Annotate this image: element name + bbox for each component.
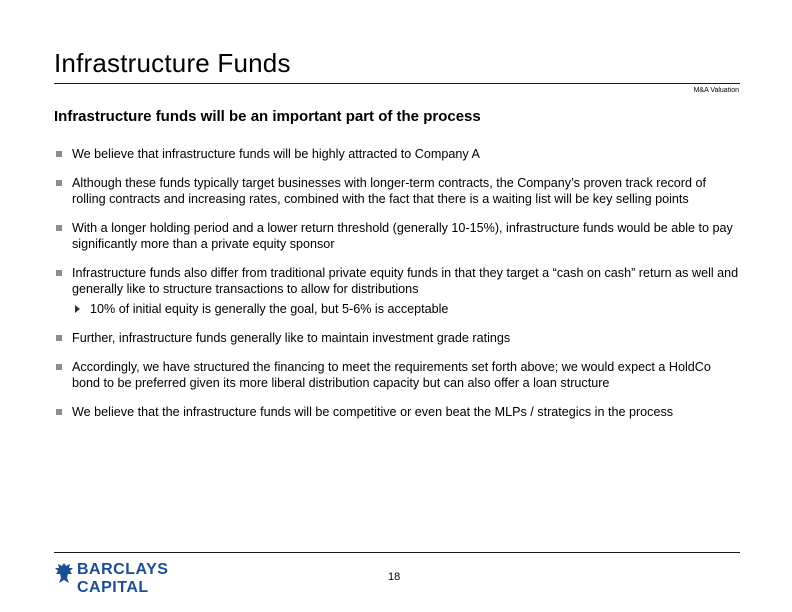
- square-bullet-icon: [56, 225, 62, 231]
- bullet-item: [54, 220, 740, 252]
- logo-line-1: BARCLAYS: [77, 561, 169, 578]
- logo-line-2: CAPITAL: [77, 579, 149, 596]
- square-bullet-icon: [56, 409, 62, 415]
- slide-subtitle: Infrastructure funds will be an important part of the process: [54, 108, 481, 125]
- bullet-list: [54, 146, 740, 433]
- square-bullet-icon: [56, 364, 62, 370]
- square-bullet-icon: [56, 270, 62, 276]
- triangle-bullet-icon: [75, 305, 80, 313]
- bullet-item: [54, 265, 740, 317]
- bullet-text: Accordingly, we have structured the financing to meet the requirements set forth above; we would expect a HoldCo bond to be preferred given its more liberal distribution capacity but can also offer a loan structure: [72, 360, 711, 390]
- eagle-icon: [54, 562, 74, 584]
- page-title: Infrastructure Funds: [54, 48, 291, 78]
- bullet-item: [54, 330, 740, 346]
- square-bullet-icon: [56, 180, 62, 186]
- barclays-capital-logo: [54, 560, 174, 600]
- bullet-item: [54, 359, 740, 391]
- sub-bullet-item: [72, 301, 740, 317]
- title-divider: [54, 83, 740, 84]
- sub-bullet-text: 10% of initial equity is generally the goal, but 5-6% is acceptable: [90, 302, 449, 316]
- section-tag: M&A Valuation: [693, 87, 739, 94]
- bullet-item: [54, 404, 740, 420]
- square-bullet-icon: [56, 335, 62, 341]
- bullet-text: We believe that the infrastructure funds will be competitive or even beat the MLPs / strategics in the process: [72, 405, 674, 419]
- bullet-text: We believe that infrastructure funds will be highly attracted to Company A: [72, 147, 480, 161]
- page-number: 18: [388, 571, 401, 583]
- bullet-text: Although these funds typically target businesses with longer-term contracts, the Company’s proven track record of rolling contracts and increasing rates, combined with the fact that there is a waiting list will be key selling points: [72, 176, 706, 206]
- bullet-text: Further, infrastructure funds generally like to maintain investment grade ratings: [72, 331, 511, 345]
- square-bullet-icon: [56, 151, 62, 157]
- bullet-item: [54, 175, 740, 207]
- footer-divider: [54, 552, 740, 553]
- bullet-text: With a longer holding period and a lower return threshold (generally 10-15%), infrastructure funds would be able to pay significantly more than a private equity sponsor: [72, 221, 733, 251]
- bullet-text: Infrastructure funds also differ from traditional private equity funds in that they target a “cash on cash” return as well and generally like to structure transactions to allow for distributions: [72, 266, 739, 296]
- bullet-item: [54, 146, 740, 162]
